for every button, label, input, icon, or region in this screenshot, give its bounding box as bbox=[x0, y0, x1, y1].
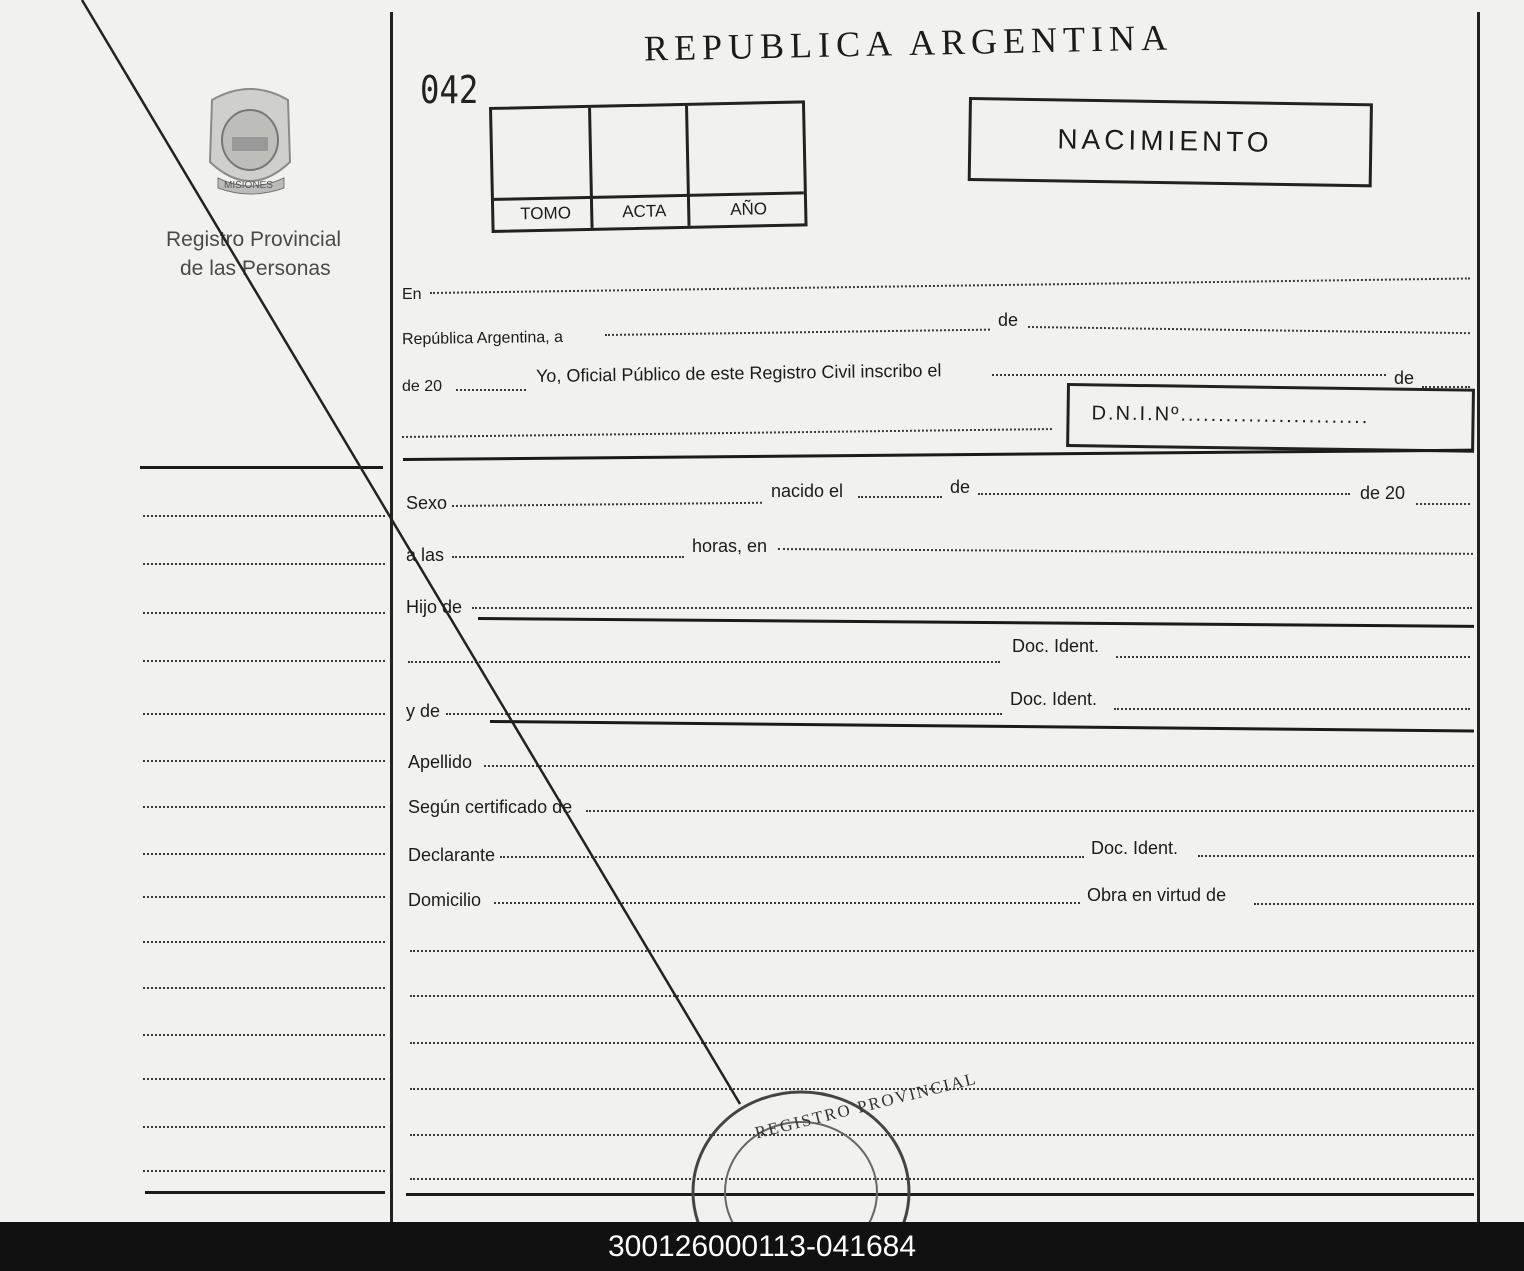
label-obra: Obra en virtud de bbox=[1087, 885, 1227, 905]
label-de-3: de bbox=[950, 477, 971, 497]
label-de-1: de bbox=[998, 310, 1019, 330]
label-de-20: de 20 bbox=[402, 378, 443, 395]
acta-label: ACTA bbox=[622, 201, 667, 222]
label-declarante: Declarante bbox=[408, 845, 496, 865]
org-name-line2: de las Personas bbox=[180, 257, 331, 280]
label-horas: horas, en bbox=[692, 536, 768, 556]
footer-code: 300126000113-041684 bbox=[0, 1222, 1524, 1271]
anio-label: AÑO bbox=[729, 199, 768, 219]
country-title: REPUBLICA ARGENTINA bbox=[643, 17, 1174, 69]
label-nacido: nacido el bbox=[771, 481, 844, 501]
label-y-de: y de bbox=[406, 701, 441, 721]
document-number: 042 bbox=[420, 68, 479, 112]
stamp-text: REGISTRO PROVINCIAL bbox=[752, 1068, 980, 1143]
seal-text: MISIONES bbox=[224, 180, 273, 191]
label-doc-ident-1: Doc. Ident. bbox=[1012, 636, 1100, 656]
tomo-label: TOMO bbox=[520, 203, 572, 224]
label-en: En bbox=[402, 286, 422, 303]
act-type-label: NACIMIENTO bbox=[1057, 123, 1273, 158]
label-doc-ident-2: Doc. Ident. bbox=[1010, 689, 1098, 709]
label-apellido: Apellido bbox=[408, 752, 473, 772]
label-de-2: de bbox=[1394, 368, 1415, 388]
label-domicilio: Domicilio bbox=[408, 890, 482, 910]
label-sexo: Sexo bbox=[406, 493, 448, 513]
label-segun: Según certificado de bbox=[408, 797, 573, 817]
label-hijo: Hijo de bbox=[406, 597, 463, 617]
label-a-las: a las bbox=[406, 545, 445, 565]
org-name-line1: Registro Provincial bbox=[166, 228, 342, 251]
label-doc-ident-3: Doc. Ident. bbox=[1091, 838, 1179, 858]
label-republica: República Argentina, a bbox=[401, 328, 564, 349]
label-oficial: Yo, Oficial Público de este Registro Civil inscribo el bbox=[535, 360, 942, 386]
dni-field[interactable]: D.N.I.Nº......................... bbox=[1091, 402, 1370, 429]
label-de-20-b: de 20 bbox=[1360, 483, 1406, 503]
